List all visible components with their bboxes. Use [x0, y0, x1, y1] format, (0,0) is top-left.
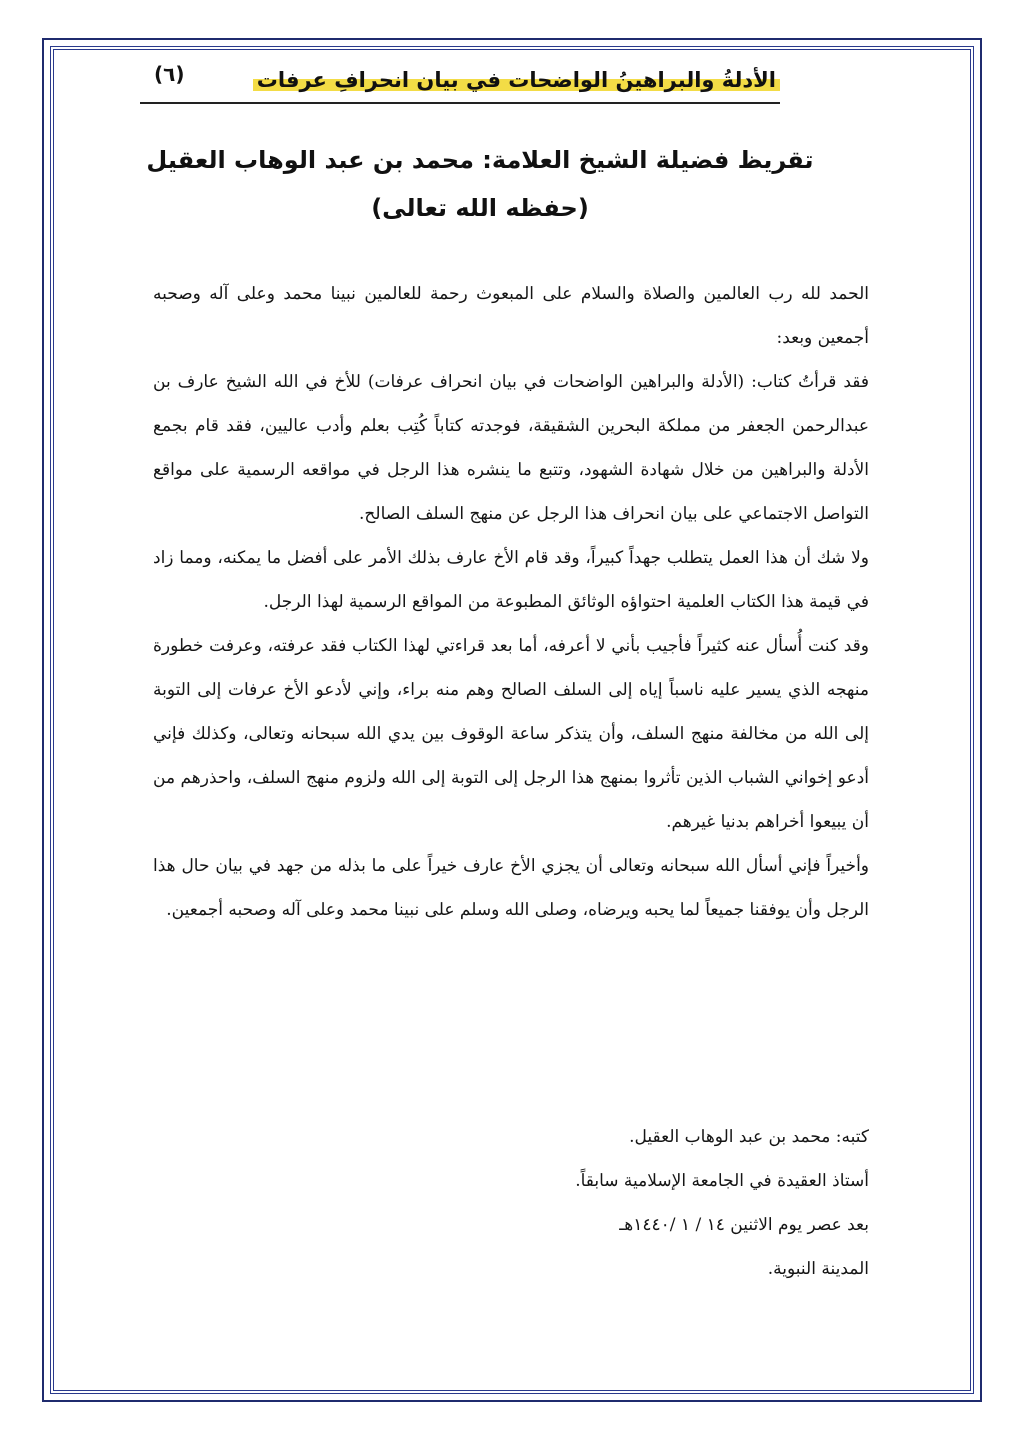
- page-number: (٦): [154, 62, 185, 86]
- signature-date: بعد عصر يوم الاثنين ١٤ / ١ /١٤٤٠هـ: [619, 1215, 869, 1235]
- signature-block: [300, 1115, 869, 1291]
- paragraph-4: وقد كنت أُسأل عنه كثيراً فأجيب بأني لا أعرفه، أما بعد قراءتي لهذا الكتاب فقد عرفته، وعرفت خطورة منهجه الذي يسير عليه ناسباً إياه إلى السلف الصالح وهم منه براء، وإني لأدعو الأخ عرفات إلى التوبة إلى الله من مخالفة منهج السلف، وأن يتذكر ساعة الوقوف بين يدي الله سبحانه وتعالى، وكذلك فإني أدعو إخواني الشباب الذين تأثروا بمنهج هذا الرجل إلى التوبة إلى الله ولزوم منهج السلف، واحذرهم من أن يبيعوا أخراهم بدنيا غيرهم.: [153, 636, 869, 832]
- paragraph-5: وأخيراً فإني أسأل الله سبحانه وتعالى أن يجزي الأخ عارف خيراً على ما بذله من جهد في بيان حال هذا الرجل وأن يوفقنا جميعاً لما يحبه ويرضاه، وصلى الله وسلم على نبينا محمد وعلى آله وصحبه أجمعين.: [153, 856, 869, 920]
- title-line-2: (حفظه الله تعالى): [371, 194, 589, 222]
- page-header: [140, 60, 780, 106]
- paragraph-2: فقد قرأتُ كتاب: (الأدلة والبراهين الواضحات في بيان انحراف عرفات) للأخ في الله الشيخ عارف بن عبدالرحمن الجعفر من مملكة البحرين الشقيقة، فوجدته كتاباً كُتِب بعلم وأدب عاليين، فقد قام بجمع الأدلة والبراهين من خلال شهادة الشهود، وتتبع ما ينشره هذا الرجل في مواقعه الرسمية على مواقع التواصل الاجتماعي على بيان انحراف هذا الرجل عن منهج السلف الصالح.: [153, 372, 869, 524]
- title-line-1: تقريظ فضيلة الشيخ العلامة: محمد بن عبد الوهاب العقيل: [146, 146, 814, 174]
- signature-position: أستاذ العقيدة في الجامعة الإسلامية سابقاً.: [575, 1171, 869, 1191]
- paragraph-3: ولا شك أن هذا العمل يتطلب جهداً كبيراً، وقد قام الأخ عارف بذلك الأمر على أفضل ما يمكنه، ومما زاد في قيمة هذا الكتاب العلمية احتواؤه الوثائق المطبوعة من المواقع الرسمية لهذا الرجل.: [153, 548, 869, 612]
- body-text: [153, 272, 869, 932]
- signature-author: كتبه: محمد بن عبد الوهاب العقيل.: [629, 1127, 869, 1147]
- signature-place: المدينة النبوية.: [767, 1259, 869, 1279]
- document-title: [100, 136, 860, 232]
- paragraph-1: الحمد لله رب العالمين والصلاة والسلام على المبعوث رحمة للعالمين نبينا محمد وعلى آله وصحبه أجمعين وبعد:: [153, 284, 869, 348]
- book-title: الأدلةُ والبراهينُ الواضحات في بيان انحرافِ عرفات: [253, 68, 780, 92]
- header-rule: [140, 102, 780, 104]
